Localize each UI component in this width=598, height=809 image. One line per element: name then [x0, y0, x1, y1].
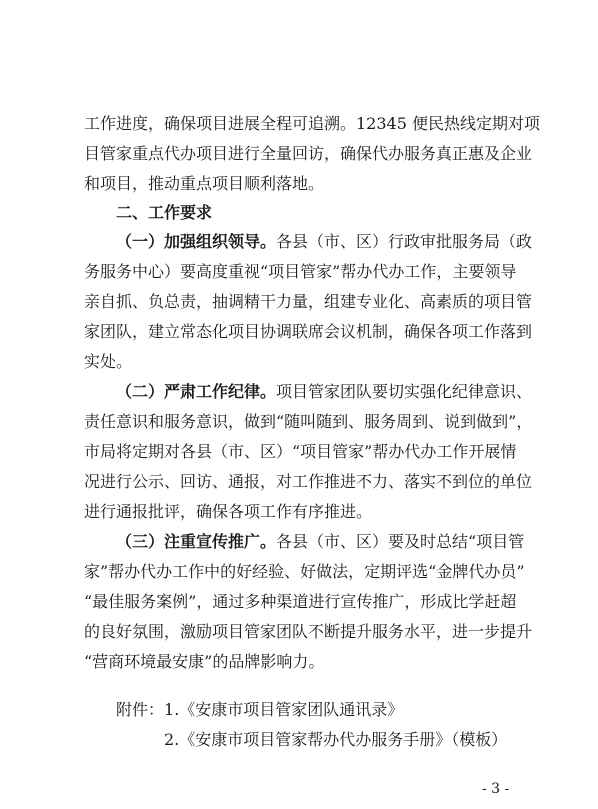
item-3-text: 各县（市、区）要及时总结“项目管 — [276, 532, 525, 551]
page-number: - 3 - — [482, 781, 510, 797]
attachment-label: 附件： — [116, 700, 165, 719]
paragraph-line: 责任意识和服务意识，做到“随叫随到、服务周到、说到做到”， — [84, 412, 533, 431]
attachment-item-2: 2.《安康市项目管家帮办代办服务手册》（模板） — [164, 730, 508, 749]
item-1-first-line — [116, 232, 556, 252]
paragraph-line: 进行通报批评，确保各项工作有序推进。 — [84, 502, 373, 521]
paragraph-line: 市局将定期对各县（市、区）“项目管家”帮办代办工作开展情 — [84, 442, 517, 461]
item-2-text: 项目管家团队要切实强化纪律意识、 — [276, 382, 533, 401]
paragraph-line: 亲自抓、负总责，抽调精干力量，组建专业化、高素质的项目管 — [84, 292, 533, 311]
item-2-lead: （二）严肃工作纪律。 — [116, 382, 277, 401]
paragraph-line: 实处。 — [84, 352, 133, 371]
attachment-item-1: 1.《安康市项目管家团队通讯录》 — [164, 700, 404, 719]
paragraph-line: 家”帮办代办工作中的好经验、好做法，定期评选“金牌代办员” — [84, 562, 525, 581]
item-3-lead: （三）注重宣传推广。 — [116, 532, 277, 551]
paragraph-line: 的良好氛围，激励项目管家团队不断提升服务水平，进一步提升 — [84, 622, 533, 641]
paragraph-line: 工作进度，确保项目进展全程可追溯。12345 便民热线定期对项 — [84, 114, 540, 133]
paragraph-line: “营商环境最安康”的品牌影响力。 — [84, 652, 325, 671]
paragraph-line: 家团队，建立常态化项目协调联席会议机制，确保各项工作落到 — [84, 322, 533, 341]
paragraph-line: 务服务中心）要高度重视“项目管家”帮办代办工作，主要领导 — [84, 262, 517, 281]
attachment-line-1 — [116, 700, 556, 720]
item-2-first-line — [116, 382, 556, 402]
section-heading: 二、工作要求 — [116, 203, 213, 222]
item-3-first-line — [116, 532, 556, 552]
paragraph-line: 目管家重点代办项目进行全量回访，确保代办服务真正惠及企业 — [84, 144, 533, 163]
item-1-lead: （一）加强组织领导。 — [116, 232, 277, 251]
paragraph-line: 和项目，推动重点项目顺利落地。 — [84, 174, 325, 193]
paragraph-line: “最佳服务案例”，通过多种渠道进行宣传推广，形成比学赶超 — [84, 592, 517, 611]
paragraph-line: 况进行公示、回访、通报，对工作推进不力、落实不到位的单位 — [84, 472, 533, 491]
item-1-text: 各县（市、区）行政审批服务局（政 — [276, 232, 533, 251]
